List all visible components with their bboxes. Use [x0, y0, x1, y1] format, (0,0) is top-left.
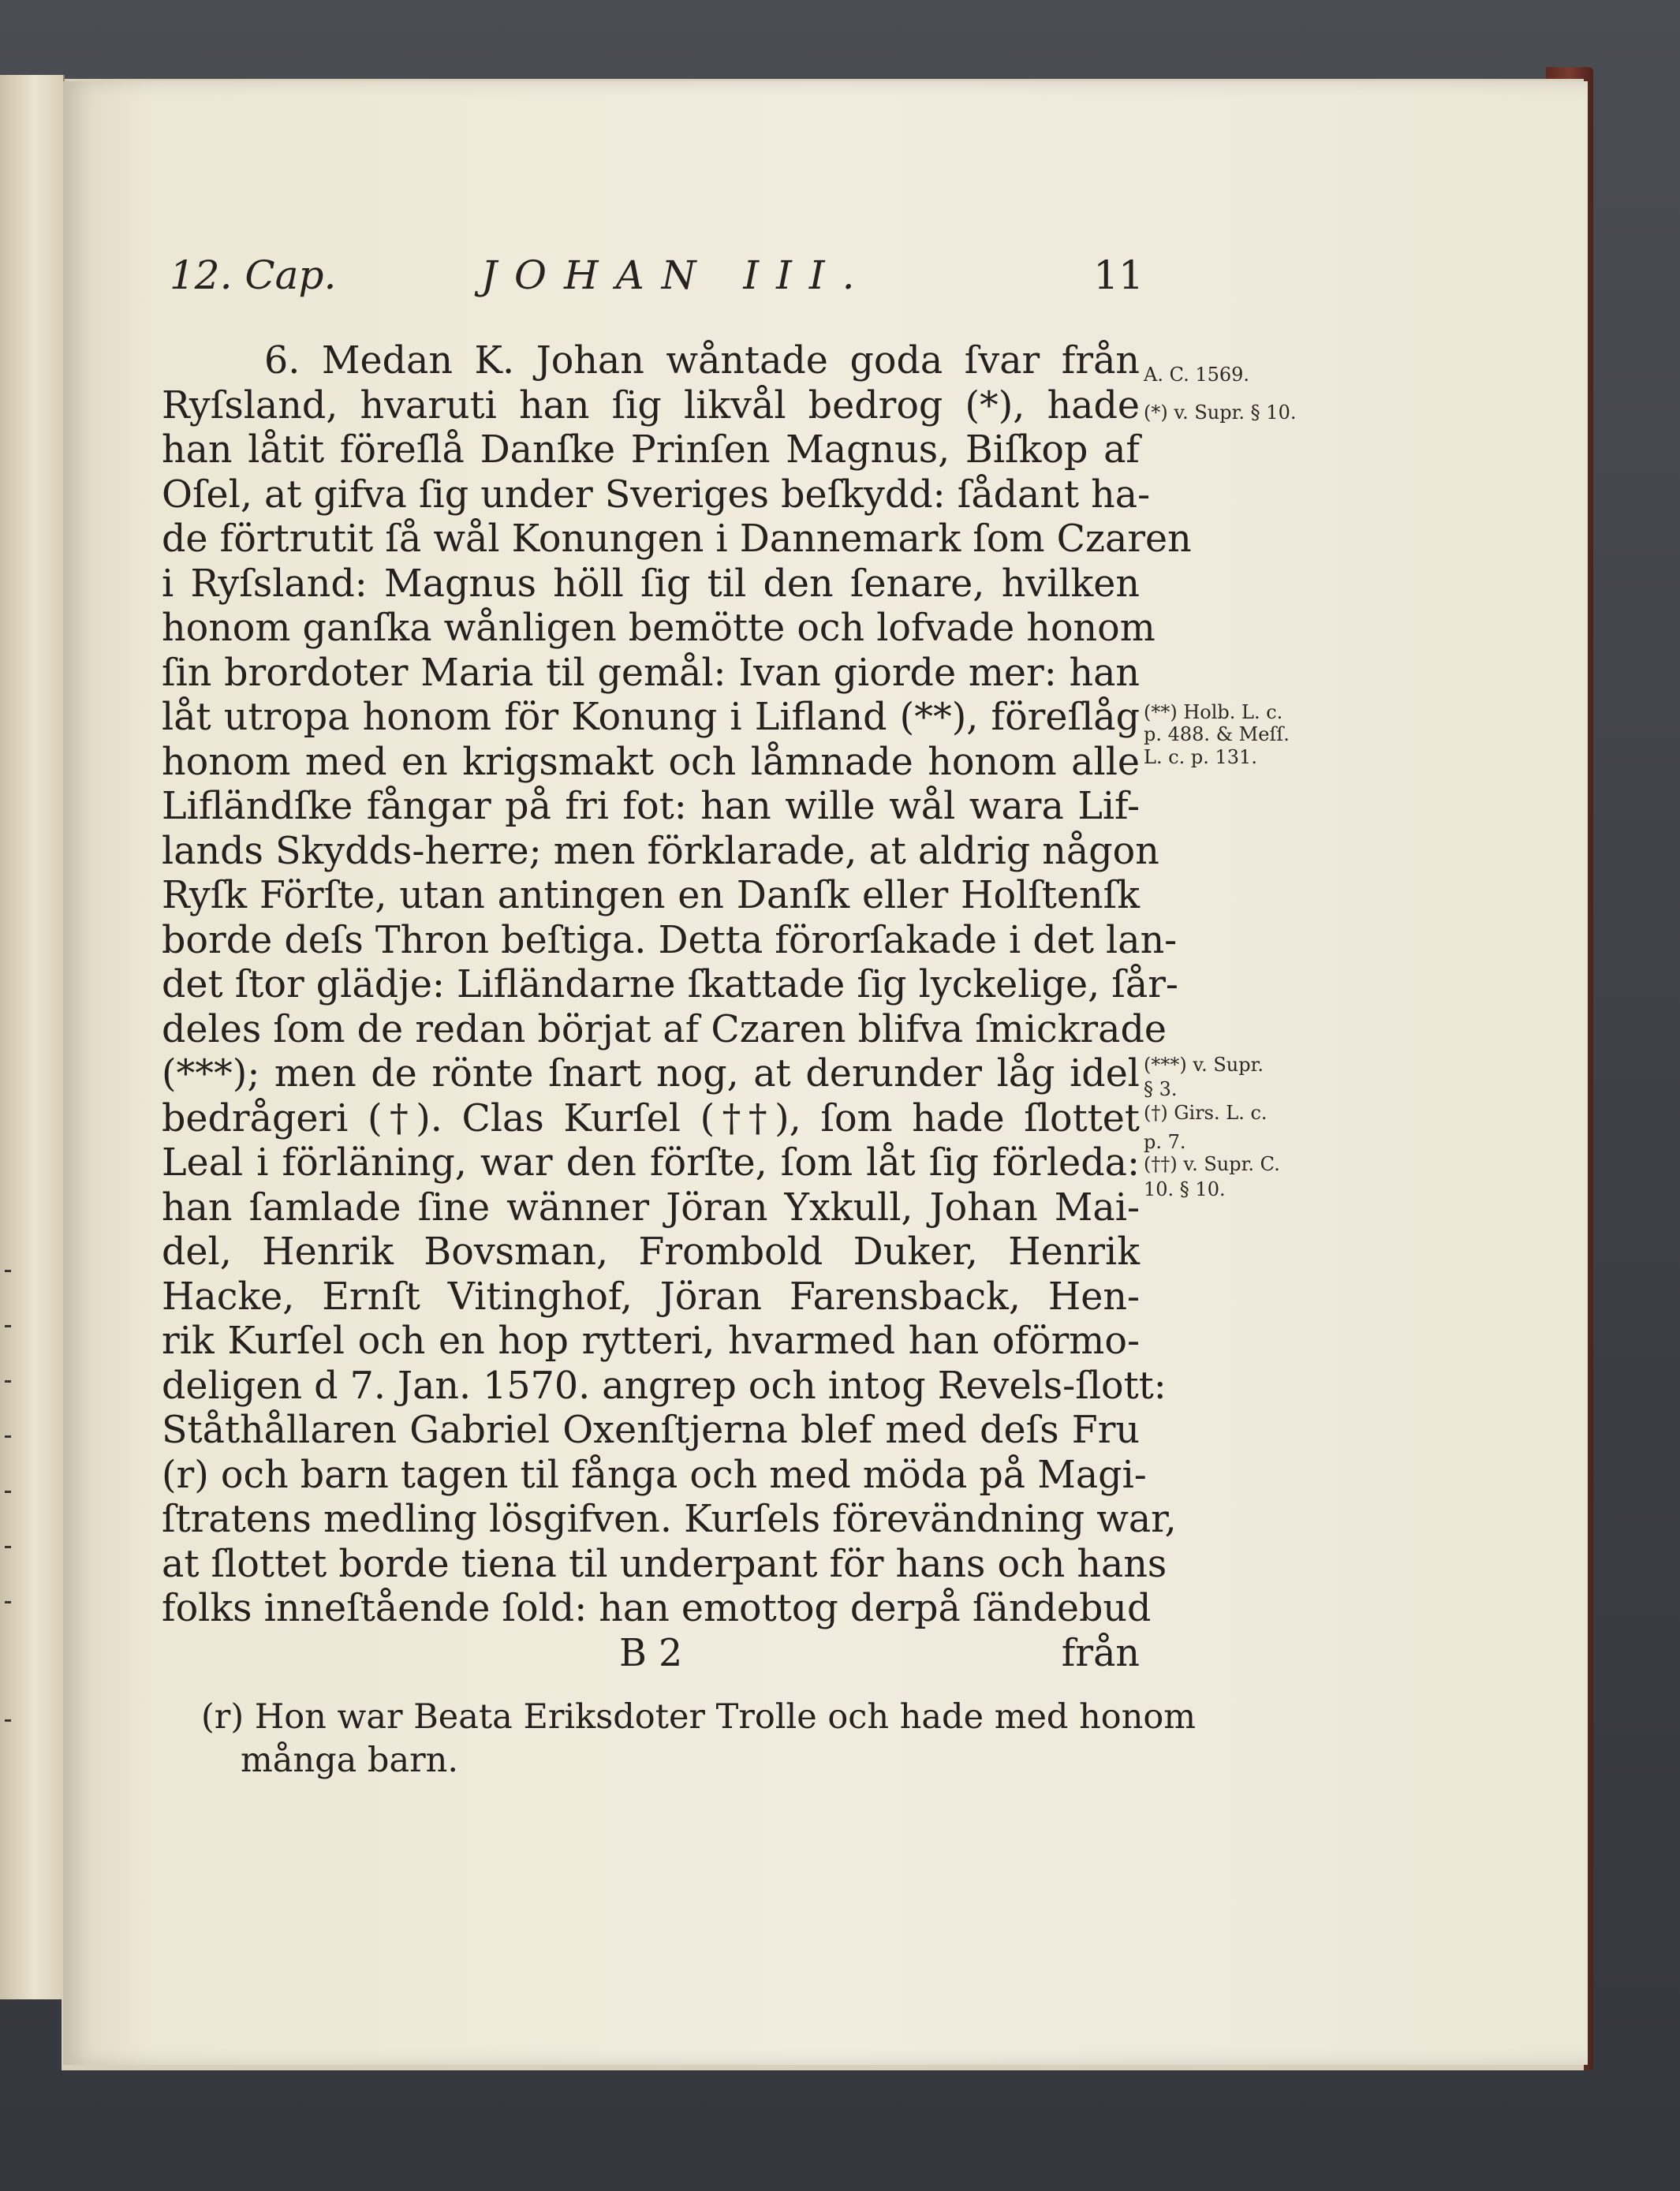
text-line: han ſamlade ſine wänner Jöran Yxkull, Johan Mai- — [162, 1185, 1140, 1230]
text-line: folks inneſtående ſold: han emottog derpå ſändebud — [162, 1587, 1152, 1630]
text-line: honom ganſka wånligen bemötte och lofvade honom — [162, 607, 1155, 650]
text-line: de förtrutit ſå wål Konungen i Dannemark ſom Czaren — [162, 517, 1192, 561]
text-line: ſtratens medling lösgifven. Kurſels förevändning war, — [162, 1498, 1177, 1541]
margin-note: L. c. p. 131. — [1144, 746, 1257, 768]
footnote-line: många barn. — [241, 1741, 459, 1780]
margin-note: A. C. 1569. — [1144, 364, 1250, 386]
margin-note: (***) v. Supr. — [1144, 1054, 1264, 1076]
catchword: från — [1061, 1631, 1140, 1675]
margin-note: (**) Holb. L. c. — [1144, 701, 1283, 723]
text-line: (r) och barn tagen til fånga och med möda på Magi- — [162, 1453, 1147, 1497]
text-line: Ryſk Förſte, utan antingen en Danſk eller Holſtenſk — [162, 874, 1140, 917]
text-line: det ſtor glädje: Lifländarne ſkattade ſig lyckelige, ſår- — [162, 963, 1178, 1006]
running-header — [170, 252, 1144, 308]
text-line: honom med en krigsmakt och låmnade honom alle — [162, 740, 1140, 784]
margin-note: p. 7. — [1144, 1131, 1186, 1153]
text-line: i Ryſsland: Magnus höll ſig til den ſenare, hvilken — [162, 562, 1140, 606]
text-line: Lifländſke fångar på fri fot: han wille wål wara Lif- — [162, 785, 1140, 828]
margin-note: 10. § 10. — [1144, 1178, 1226, 1200]
text-line: deligen d 7. Jan. 1570. angrep och intog Revels-ſlott: — [162, 1364, 1167, 1408]
text-line: (***); men de rönte ſnart nog, at derunder låg idel — [162, 1052, 1140, 1096]
text-line: deles ſom de redan börjat af Czaren blifva ſmickrade — [162, 1007, 1167, 1051]
running-title: JOHAN III. — [481, 252, 872, 298]
text-line: at ſlottet borde tiena til underpant för hans och hans — [162, 1542, 1167, 1586]
text-line: borde deſs Thron beſtiga. Detta förorſakade i det lan- — [162, 918, 1178, 962]
text-line: ſin brordoter Maria til gemål: Ivan giorde mer: han — [162, 651, 1140, 695]
text-line: Ryſsland, hvaruti han ſig likvål bedrog (*), hade — [162, 383, 1140, 427]
text-line: Hacke, Ernſt Vitinghof, Jöran Farensback, Hen- — [162, 1275, 1140, 1319]
margin-note: (††) v. Supr. C. — [1144, 1153, 1280, 1175]
page-number: 11 — [1093, 252, 1144, 298]
text-line: han låtit föreſlå Danſke Prinſen Magnus, Biſkop af — [162, 428, 1140, 472]
text-line: 6. Medan K. Johan wåntade goda ſvar från — [264, 339, 1140, 383]
text-line: Leal i förläning, war den förſte, ſom låt ſig förleda: — [162, 1141, 1140, 1185]
left-page-bleed-marks — [0, 79, 24, 1656]
text-line: Ståthållaren Gabriel Oxenſtjerna blef med deſs Fru — [162, 1409, 1140, 1452]
signature-mark: B 2 — [619, 1631, 683, 1675]
text-line: del, Henrik Bovsman, Frombold Duker, Henrik — [162, 1230, 1140, 1274]
margin-note: (*) v. Supr. § 10. — [1144, 401, 1297, 424]
text-line: Oſel, at gifva ſig under Sveriges beſkydd: ſådant ha- — [162, 472, 1151, 517]
chapter-label: 12. Cap. — [170, 252, 337, 298]
footnote — [201, 1696, 1197, 1782]
text-line: bedrågeri (†). Clas Kurſel (††), ſom hade ſlottet — [162, 1096, 1140, 1140]
text-line: låt utropa honom för Konung i Lifland (**), föreſlåg — [162, 696, 1140, 739]
margin-note: p. 488. & Meſſ. — [1144, 723, 1290, 745]
text-line: rik Kurſel och en hop rytteri, hvarmed han oförmo- — [162, 1319, 1140, 1363]
margin-note: § 3. — [1144, 1078, 1178, 1100]
signature-line — [162, 1632, 1140, 1677]
margin-note: (†) Girs. L. c. — [1144, 1102, 1267, 1124]
text-line: lands Skydds-herre; men förklarade, at aldrig någon — [162, 829, 1159, 873]
footnote-line: (r) Hon war Beata Eriksdoter Trolle och hade med honom — [201, 1697, 1197, 1737]
